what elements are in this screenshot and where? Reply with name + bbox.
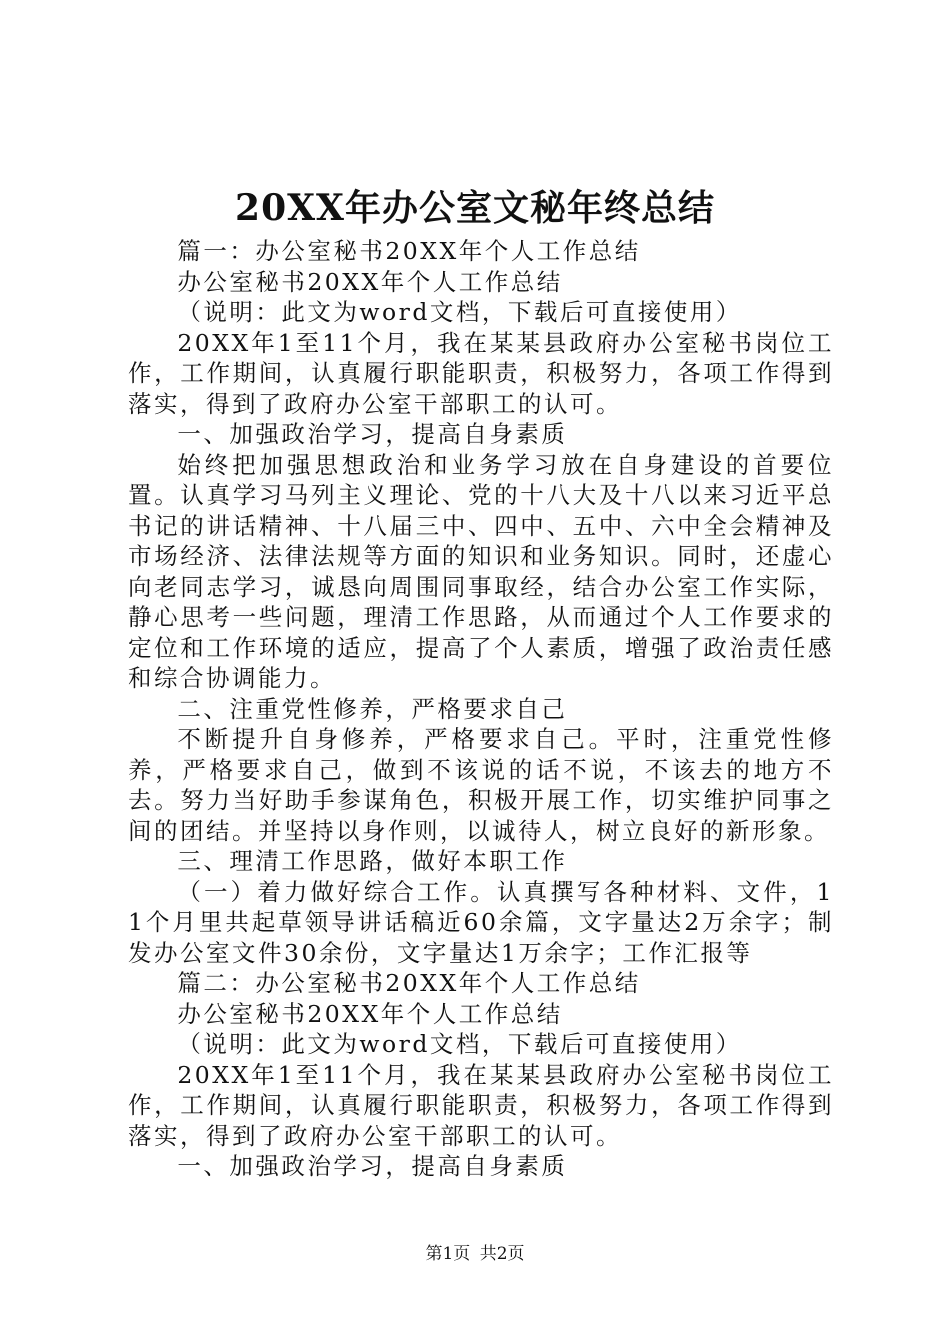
section-heading-part-two: 篇二：办公室秘书20XX年个人工作总结 <box>177 969 641 997</box>
subtitle-repeat: 办公室秘书20XX年个人工作总结 <box>177 999 563 1028</box>
section-heading-2: 二、注重党性修养，严格要求自己 <box>177 694 568 723</box>
paragraph-discipline: 不断提升自身修养，严格要求自己。平时，注重党性修养，严格要求自己，做到不该说的话不说，不该去的地方不去。努力当好助手参谋角色，积极开展工作，切实维护同事之间的团结。并坚持以身作则，以诚待人，树立良好的新形象。 <box>128 725 834 845</box>
usage-note: （说明：此文为word文档，下载后可直接使用） <box>177 298 742 326</box>
paragraph-study: 始终把加强思想政治和业务学习放在自身建设的首要位置。认真学习马列主义理论、党的十八大及十八以来习近平总书记的讲话精神、十八届三中、四中、五中、六中全会精神及市场经济、法律法规等方面的知识和业务知识。同时，还虚心向老同志学习，诚恳向周围同事取经，结合办公室工作实际，静心思考一些问题，理清工作思路，从而通过个人工作要求的定位和工作环境的适应，提高了个人素质，增强了政治责任感和综合协调能力。 <box>128 450 834 692</box>
section-heading-1-repeat: 一、加强政治学习，提高自身素质 <box>177 1152 568 1180</box>
section-heading-3: 三、理清工作思路，做好本职工作 <box>177 847 568 875</box>
section-heading-part-one: 篇一：办公室秘书20XX年个人工作总结 <box>177 237 641 265</box>
usage-note-repeat: （说明：此文为word文档，下载后可直接使用） <box>177 1030 742 1058</box>
paragraph-work: （一）着力做好综合工作。认真撰写各种材料、文件，11个月里共起草领导讲话稿近60余篇，文字量达2万余字；制发办公室文件30余份，文字量达1万余字；工作汇报等 <box>128 877 834 967</box>
page-footer: 第1页 共2页 <box>425 1244 525 1264</box>
intro-paragraph-repeat: 20XX年1至11个月，我在某某县政府办公室秘书岗位工作，工作期间，认真履行职能职责，积极努力，各项工作得到落实，得到了政府办公室干部职工的认可。 <box>128 1060 834 1150</box>
subtitle: 办公室秘书20XX年个人工作总结 <box>177 267 563 296</box>
section-heading-1: 一、加强政治学习，提高自身素质 <box>177 420 568 448</box>
document-title: 20XX年办公室文秘年终总结 <box>235 187 715 229</box>
document-body <box>128 236 834 1182</box>
intro-paragraph: 20XX年1至11个月，我在某某县政府办公室秘书岗位工作，工作期间，认真履行职能职责，积极努力，各项工作得到落实，得到了政府办公室干部职工的认可。 <box>128 328 834 418</box>
